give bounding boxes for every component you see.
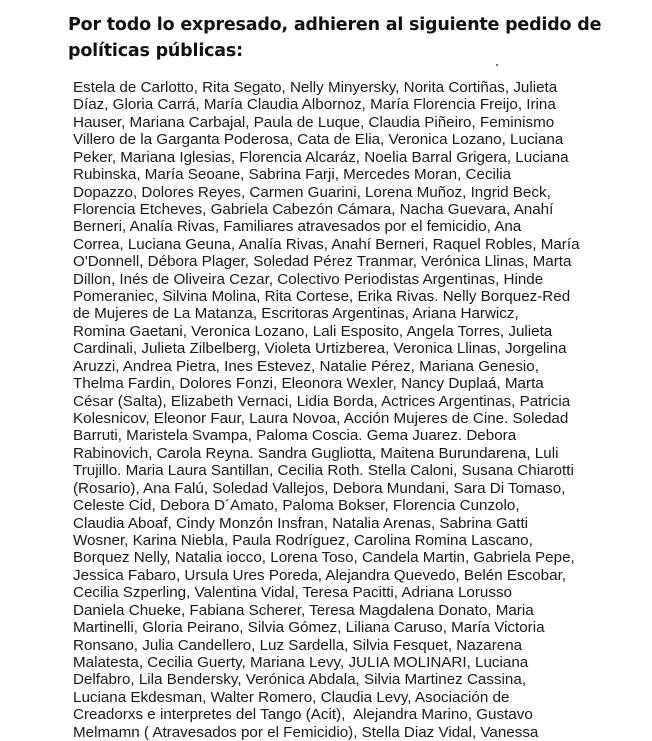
signatories-line: Delfabro, Lila Bendersky, Verónica Abdala, Silvia Martinez Cassina,: [73, 671, 527, 689]
heading-line: Por todo lo expresado, adhieren al siguiente pedido de: [68, 15, 602, 35]
signatories-line: Daniela Chueke, Fabiana Scherer, Teresa Magdalena Donato, Maria: [73, 601, 534, 619]
signatories-line: Trujillo. Maria Laura Santillan, Cecilia Roth. Stella Caloni, Susana Chiarotti: [73, 462, 574, 480]
signatories-line: Melmamn ( Atravesados por el Femicidio), Stella Diaz Vidal, Vanessa: [73, 723, 539, 741]
signatories-line: Rubinska, María Seoane, Sabrina Farji, Mercedes Moran, Cecilia: [73, 166, 512, 184]
signatories-line: Estela de Carlotto, Rita Segato, Nelly Minyersky, Norita Cortiñas, Julieta: [73, 79, 558, 96]
signatories-line: Villero de la Garganta Poderosa, Cata de Elia, Veronica Lozano, Luciana: [73, 131, 564, 149]
signatories-line: Creadorxs e interpretes del Tango (Acit), Alejandra Marino, Gustavo: [73, 706, 533, 724]
signatories-line: Luciana Ekdesman, Walter Romero, Claudia Levy, Asociación de: [73, 688, 510, 706]
signatories-line: Claudia Aboaf, Cindy Monzón Insfran, Natalia Arenas, Sabrina Gatti: [73, 514, 529, 532]
heading-line: políticas públicas:: [68, 41, 243, 61]
signatories-list: [73, 79, 580, 741]
signatories-line: Aruzzi, Andrea Pietra, Ines Estevez, Natalie Pérez, Mariana Genesio,: [73, 357, 539, 375]
signatories-line: Malatesta, Cecilia Guerty, Mariana Levy, JULIA MOLINARI, Luciana: [73, 653, 529, 671]
signatories-line: Florencia Etcheves, Gabriela Cabezón Cámara, Nacha Guevara, Anahí: [73, 200, 554, 218]
signatories-line: Jessica Fabaro, Ursula Ures Poreda, Alejandra Quevedo, Belén Escobar,: [73, 566, 567, 584]
signatories-line: Pomeraniec, Silvina Molina, Rita Cortese, Erika Rivas. Nelly Borquez-Red: [73, 288, 571, 306]
signatories-line: Berneri, Analía Rivas, Familiares atravesados por el femicidio, Ana: [73, 218, 522, 236]
signatories-line: Dillon, Inés de Oliveira Cezar, Colectivo Periodistas Argentinas, Hinde: [73, 270, 544, 288]
signatories-line: Celeste Cid, Debora D´Amato, Paloma Bokser, Florencia Cunzolo,: [73, 497, 520, 515]
signatories-line: Rabinovich, Carola Reyna. Sandra Gugliotta, Maitena Burundarena, Luli: [73, 444, 559, 462]
section-heading: [68, 12, 601, 64]
signatories-line: Wosner, Karina Niebla, Paula Rodríguez, Carolina Romina Lascano,: [73, 531, 533, 549]
stray-dot: [496, 64, 498, 66]
signatories-line: Peker, Mariana Iglesias, Florencia Alcaráz, Noelia Barral Grigera, Luciana: [73, 148, 569, 166]
signatories-line: de Mujeres de La Matanza, Escritoras Argentinas, Ariana Harwicz,: [73, 305, 519, 323]
signatories-line: Martinelli, Gloria Peirano, Silvia Gómez, Liliana Caruso, María Victoria: [73, 619, 545, 637]
signatories-line: Dopazzo, Dolores Reyes, Carmen Guarini, Lorena Muñoz, Ingrid Beck,: [73, 183, 551, 201]
signatories-line: César (Salta), Elizabeth Vernaci, Lidia Borda, Actrices Argentinas, Patricia: [73, 392, 571, 410]
signatories-line: Kolesnicov, Eleonor Faur, Laura Novoa, Acción Mujeres de Cine. Soledad: [73, 410, 569, 428]
signatories-line: Thelma Fardin, Dolores Fonzi, Eleonora Wexler, Nancy Duplaá, Marta: [73, 375, 544, 393]
signatories-line: Correa, Luciana Geuna, Analía Rivas, Anahí Berneri, Raquel Robles, María: [73, 235, 580, 253]
signatories-line: Cardinali, Julieta Zilbelberg, Violeta Urtizberea, Veronica Llinas, Jorgelina: [73, 340, 567, 358]
signatories-line: Romina Gaetani, Veronica Lozano, Lali Esposito, Angela Torres, Julieta: [73, 322, 553, 340]
signatories-line: O'Donnell, Débora Plager, Soledad Pérez Tranmar, Verónica Llinas, Marta: [73, 253, 572, 271]
signatories-line: Barruti, Maristela Svampa, Paloma Coscia. Gema Juarez. Debora: [73, 427, 517, 445]
signatories-line: (Rosario), Ana Falú, Soledad Vallejos, Debora Mundani, Sara Di Tomaso,: [73, 479, 566, 497]
signatories-line: Ronsano, Julia Candellero, Luz Sardella, Silvia Fesquet, Nazarena: [73, 636, 523, 654]
signatories-line: Díaz, Gloria Carrá, María Claudia Albornoz, María Florencia Freijo, Irina: [73, 96, 556, 114]
signatories-line: Cecilia Szperling, Valentina Vidal, Teresa Pacitti, Adriana Lorusso: [73, 584, 512, 602]
signatories-line: Hauser, Mariana Carbajal, Paula de Luque, Claudia Piñeiro, Feminismo: [73, 113, 555, 131]
signatories-line: Borquez Nelly, Natalia iocco, Lorena Toso, Candela Martin, Gabriela Pepe,: [73, 549, 575, 567]
